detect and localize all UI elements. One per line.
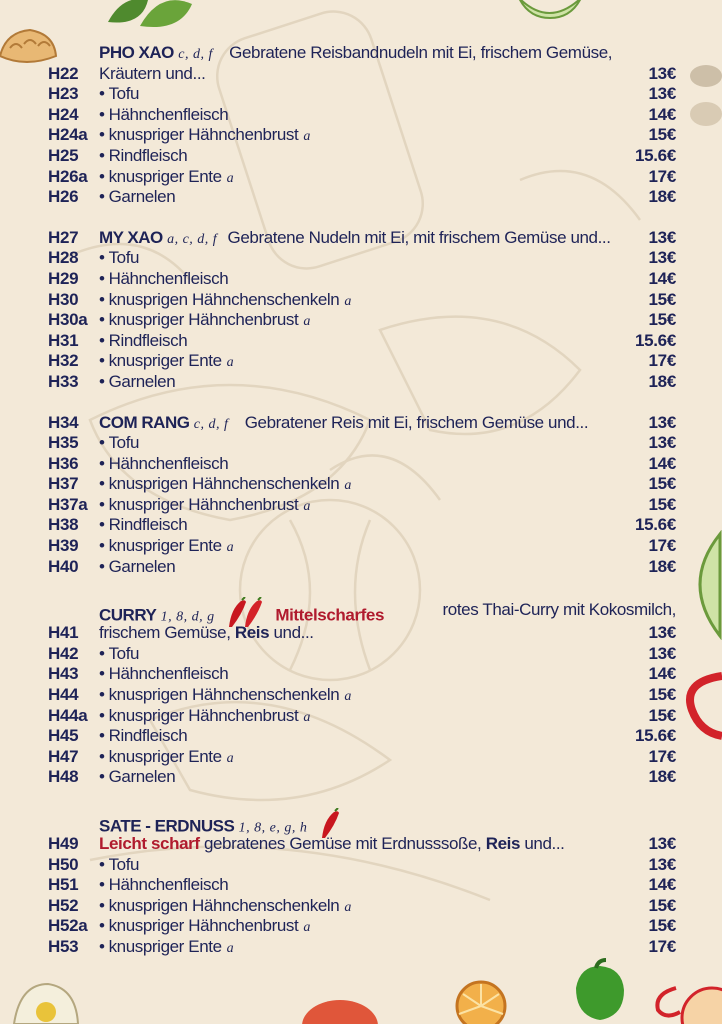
dish-title: PHO XAO: [99, 43, 174, 62]
item-option: [99, 644, 616, 665]
item-code: H48: [48, 767, 79, 787]
spice-level-text: Mittelscharfes: [275, 605, 385, 625]
menu-item-row: [48, 64, 676, 85]
allergen-codes: a: [303, 314, 311, 330]
item-price: 15€: [648, 494, 676, 514]
item-option: [99, 685, 616, 708]
menu-item-row: [48, 536, 676, 557]
item-option: [99, 351, 616, 374]
item-name: Tofu: [108, 84, 140, 104]
lime-slice-illustration-icon: [680, 530, 722, 640]
allergen-codes: 1, 8, e, g, h: [238, 820, 308, 836]
item-option: [99, 495, 616, 518]
item-option: [99, 726, 616, 747]
item-price: 15€: [648, 125, 676, 145]
item-price: 13€: [648, 433, 676, 453]
item-price: 17€: [648, 351, 676, 371]
green-pepper-illustration-icon: [566, 958, 632, 1024]
menu-item-row: [48, 495, 676, 516]
allergen-codes: a: [344, 689, 352, 705]
item-code: H26: [48, 187, 79, 207]
item-option: [99, 125, 616, 148]
bullet-icon: •: [99, 310, 105, 330]
item-option: [99, 269, 616, 290]
item-option: [99, 536, 616, 559]
item-price: 17€: [648, 166, 676, 186]
item-option: [99, 105, 616, 126]
item-code: H24a: [48, 125, 88, 145]
item-price: 15€: [648, 310, 676, 330]
item-code: H32: [48, 351, 79, 371]
menu-item-row: [48, 84, 676, 105]
section-header: [99, 413, 616, 436]
item-code: H27: [48, 227, 79, 247]
item-name: knusprigen Hähnchenschenkeln: [108, 289, 340, 309]
item-name: Garnelen: [108, 767, 176, 787]
item-code: H28: [48, 248, 79, 268]
menu-item-row: [48, 515, 676, 536]
menu-item-row: [48, 331, 676, 352]
spice-level-text: Leicht scharf: [99, 834, 200, 853]
item-code: H45: [48, 726, 79, 746]
menu-item-row: [48, 187, 676, 208]
item-name: knuspriger Ente: [108, 536, 222, 556]
item-option: [99, 474, 616, 497]
dish-title: COM RANG: [99, 412, 190, 432]
item-price: 15.6€: [634, 330, 676, 350]
bullet-icon: •: [99, 664, 105, 684]
dish-description-continued: Leicht scharf gebratenes Gemüse mit Erdnusssoße, Reis und...: [99, 834, 565, 853]
item-option: [99, 248, 616, 269]
item-option: [99, 706, 616, 729]
menu-item-row: [48, 623, 676, 644]
menu-list: [48, 43, 676, 958]
menu-item-row: [48, 105, 676, 126]
item-price: 13€: [648, 412, 676, 432]
menu-item-row: [48, 855, 676, 876]
menu-item-row: [48, 557, 676, 578]
item-code: H40: [48, 556, 79, 576]
menu-item-row: [48, 433, 676, 454]
item-price: 18€: [648, 556, 676, 576]
bullet-icon: •: [99, 351, 105, 371]
menu-item-row: [48, 269, 676, 290]
item-name: Rindfleisch: [108, 330, 188, 350]
item-option: [99, 875, 616, 896]
bullet-icon: •: [99, 936, 105, 956]
allergen-codes: a: [226, 355, 235, 371]
item-name: Hähnchenfleisch: [108, 875, 229, 895]
item-code: H47: [48, 746, 79, 766]
allergen-codes: c, d, f: [193, 416, 229, 432]
item-option: [99, 187, 616, 208]
bullet-icon: •: [99, 685, 105, 705]
allergen-codes: a: [344, 478, 352, 494]
bullet-icon: •: [99, 187, 105, 207]
item-code: H38: [48, 515, 79, 535]
item-price: 18€: [648, 371, 676, 391]
bullet-icon: •: [99, 767, 105, 787]
bullet-icon: •: [99, 145, 105, 165]
item-option: [99, 454, 616, 475]
menu-item-row: [48, 290, 676, 311]
menu-item-row: [48, 125, 676, 146]
allergen-codes: a: [344, 293, 352, 309]
item-name: Tofu: [108, 643, 140, 663]
menu-item-row: [48, 685, 676, 706]
item-code: H36: [48, 453, 79, 473]
menu-item-row: [48, 916, 676, 937]
item-code: H50: [48, 854, 79, 874]
section-header: [99, 228, 616, 251]
bullet-icon: •: [99, 643, 105, 663]
item-option: [99, 937, 616, 960]
bullet-icon: •: [99, 854, 105, 874]
item-price: 13€: [648, 854, 676, 874]
item-code: H53: [48, 936, 79, 956]
item-price: 15.6€: [634, 726, 676, 746]
item-option: [99, 167, 616, 190]
menu-section-sate-erdnuss: [48, 808, 676, 958]
item-code: H37: [48, 474, 79, 494]
item-price: 13€: [648, 834, 676, 853]
item-option: [99, 515, 616, 536]
allergen-codes: a: [226, 750, 235, 766]
menu-item-row: [48, 896, 676, 917]
bullet-icon: •: [99, 916, 105, 936]
item-code: H51: [48, 875, 79, 895]
bullet-icon: •: [99, 104, 105, 124]
item-code: H30a: [48, 310, 88, 330]
item-name: Hähnchenfleisch: [108, 453, 229, 473]
dish-title: SATE - ERDNUSS: [99, 816, 235, 836]
item-option: [99, 855, 616, 876]
item-price: 15.6€: [634, 515, 676, 535]
item-code: H25: [48, 145, 79, 165]
mushroom-illustration-icon: [680, 62, 722, 136]
menu-item-row: [48, 248, 676, 269]
red-pepper-ring-illustration-icon: [682, 670, 722, 740]
item-name: knuspriger Ente: [108, 936, 222, 956]
allergen-codes: a: [226, 540, 235, 556]
bullet-icon: •: [99, 453, 105, 473]
section-header-row: [48, 597, 676, 623]
bullet-icon: •: [99, 289, 105, 309]
dish-description: rotes Thai-Curry mit Kokosmilch,: [442, 600, 676, 620]
dish-title: CURRY: [99, 605, 157, 625]
item-price: 13€: [648, 84, 676, 104]
item-name: knuspriger Hähnchenbrust: [108, 125, 299, 145]
menu-item-row: [48, 706, 676, 727]
menu-item-row: [48, 454, 676, 475]
item-price: 17€: [648, 536, 676, 556]
allergen-codes: a: [226, 940, 235, 956]
orange-slice-illustration-icon: [452, 976, 510, 1024]
item-name: knuspriger Ente: [108, 746, 222, 766]
item-name: Garnelen: [108, 371, 176, 391]
item-name: Tofu: [108, 248, 140, 268]
item-code: H37a: [48, 494, 88, 514]
bullet-icon: •: [99, 895, 105, 915]
chili-ring-illustration-icon: [646, 978, 722, 1024]
item-name: Garnelen: [108, 187, 176, 207]
item-code: H22: [48, 63, 79, 83]
item-price: 17€: [648, 746, 676, 766]
item-price: 18€: [648, 187, 676, 207]
lime-illustration-icon: [515, 0, 585, 24]
item-price: 14€: [648, 104, 676, 124]
item-code: H49: [48, 834, 79, 853]
item-price: 14€: [648, 875, 676, 895]
item-code: H52: [48, 895, 79, 915]
item-option: [99, 146, 616, 167]
bullet-icon: •: [99, 515, 105, 535]
menu-item-row: [48, 767, 676, 788]
item-option: [99, 331, 616, 352]
item-name: knuspriger Hähnchenbrust: [108, 494, 299, 514]
item-name: Hähnchenfleisch: [108, 664, 229, 684]
allergen-codes: 1, 8, d, g: [160, 609, 215, 625]
item-code: H52a: [48, 916, 88, 936]
item-code: H44: [48, 685, 79, 705]
item-price: 14€: [648, 664, 676, 684]
item-code: H23: [48, 84, 79, 104]
item-code: H31: [48, 330, 79, 350]
item-name: knuspriger Hähnchenbrust: [108, 916, 299, 936]
item-code: H35: [48, 433, 79, 453]
item-option: [99, 896, 616, 919]
item-name: Tofu: [108, 433, 140, 453]
item-price: 13€: [648, 63, 676, 83]
bullet-icon: •: [99, 268, 105, 288]
menu-item-row: [48, 351, 676, 372]
item-option: [99, 290, 616, 313]
section-header-row: [48, 808, 676, 834]
item-price: 13€: [648, 227, 676, 247]
menu-item-row: [48, 372, 676, 393]
section-header-row: [48, 228, 676, 249]
dish-description: Gebratene Reisbandnudeln mit Ei, frischem Gemüse,: [229, 43, 613, 62]
menu-item-row: [48, 875, 676, 896]
dish-title: MY XAO: [99, 227, 163, 247]
item-code: H29: [48, 268, 79, 288]
menu-item-row: [48, 310, 676, 331]
item-code: H42: [48, 643, 79, 663]
item-price: 13€: [648, 623, 676, 643]
menu-item-row: [48, 747, 676, 768]
item-name: Hähnchenfleisch: [108, 268, 229, 288]
item-name: knusprigen Hähnchenschenkeln: [108, 685, 340, 705]
item-price: 15€: [648, 685, 676, 705]
bullet-icon: •: [99, 474, 105, 494]
item-name: Hähnchenfleisch: [108, 104, 229, 124]
menu-section-curry: [48, 597, 676, 788]
item-name: Rindfleisch: [108, 145, 188, 165]
item-price: 15.6€: [634, 145, 676, 165]
dish-description: Gebratener Reis mit Ei, frischem Gemüse und...: [244, 412, 589, 432]
allergen-codes: a, c, d, f: [167, 231, 218, 247]
item-name: Rindfleisch: [108, 726, 188, 746]
item-option: [99, 557, 616, 578]
section-header: [99, 43, 676, 66]
bullet-icon: •: [99, 433, 105, 453]
item-name: Tofu: [108, 854, 140, 874]
menu-item-row: [48, 644, 676, 665]
bullet-icon: •: [99, 726, 105, 746]
dish-description-continued: frischem Gemüse, Reis und...: [99, 623, 314, 643]
item-name: knuspriger Hähnchenbrust: [108, 705, 299, 725]
section-header-row: [48, 413, 676, 434]
allergen-codes: a: [344, 899, 352, 915]
menu-item-row: [48, 726, 676, 747]
item-code: H24: [48, 104, 79, 124]
item-option: [99, 372, 616, 393]
menu-section-pho-xao: [48, 43, 676, 208]
item-price: 15€: [648, 474, 676, 494]
item-option: [99, 433, 616, 454]
item-option: [99, 310, 616, 333]
item-code: H43: [48, 664, 79, 684]
item-price: 17€: [648, 936, 676, 956]
item-code: H41: [48, 623, 79, 643]
menu-section-com-rang: [48, 413, 676, 578]
menu-item-row: [48, 937, 676, 958]
item-name: knusprigen Hähnchenschenkeln: [108, 474, 340, 494]
bullet-icon: •: [99, 371, 105, 391]
bullet-icon: •: [99, 248, 105, 268]
bullet-icon: •: [99, 705, 105, 725]
bullet-icon: •: [99, 330, 105, 350]
item-option: [99, 767, 616, 788]
section-header-row: [48, 43, 676, 64]
allergen-codes: a: [303, 920, 311, 936]
item-name: knusprigen Hähnchenschenkeln: [108, 895, 340, 915]
bullet-icon: •: [99, 494, 105, 514]
item-name: Rindfleisch: [108, 515, 188, 535]
allergen-codes: a: [226, 170, 235, 186]
item-option: [99, 84, 616, 105]
allergen-codes: a: [303, 709, 311, 725]
item-name: knuspriger Ente: [108, 351, 222, 371]
item-code: H39: [48, 536, 79, 556]
item-price: 18€: [648, 767, 676, 787]
item-option: [99, 747, 616, 770]
dish-description-continued: Kräutern und...: [99, 63, 206, 83]
menu-item-row: [48, 834, 676, 855]
bullet-icon: •: [99, 746, 105, 766]
menu-item-row: [48, 474, 676, 495]
bullet-icon: •: [99, 125, 105, 145]
item-name: Garnelen: [108, 556, 176, 576]
bullet-icon: •: [99, 556, 105, 576]
item-price: 15€: [648, 289, 676, 309]
bullet-icon: •: [99, 84, 105, 104]
bullet-icon: •: [99, 166, 105, 186]
item-price: 13€: [648, 643, 676, 663]
item-name: knuspriger Ente: [108, 166, 222, 186]
leaf-illustration-icon: [100, 0, 200, 42]
tomato-illustration-icon: [300, 996, 380, 1024]
allergen-codes: a: [303, 498, 311, 514]
item-code: H26a: [48, 166, 88, 186]
item-option: [99, 664, 616, 685]
menu-item-row: [48, 664, 676, 685]
item-name: knuspriger Hähnchenbrust: [108, 310, 299, 330]
item-price: 15€: [648, 895, 676, 915]
item-option: [99, 916, 616, 939]
menu-section-my-xao: [48, 228, 676, 393]
item-price: 14€: [648, 268, 676, 288]
item-price: 15€: [648, 916, 676, 936]
item-code: H30: [48, 289, 79, 309]
allergen-codes: a: [303, 129, 311, 145]
bullet-icon: •: [99, 875, 105, 895]
menu-item-row: [48, 167, 676, 188]
item-code: H33: [48, 371, 79, 391]
item-code: H34: [48, 412, 79, 432]
allergen-codes: c, d, f: [178, 47, 213, 62]
bullet-icon: •: [99, 536, 105, 556]
dish-description: Gebratene Nudeln mit Ei, mit frischem Gemüse und...: [227, 227, 611, 247]
item-code: H44a: [48, 705, 88, 725]
menu-item-row: [48, 146, 676, 167]
item-price: 13€: [648, 248, 676, 268]
egg-illustration-icon: [10, 980, 80, 1024]
item-price: 15€: [648, 705, 676, 725]
item-price: 14€: [648, 453, 676, 473]
